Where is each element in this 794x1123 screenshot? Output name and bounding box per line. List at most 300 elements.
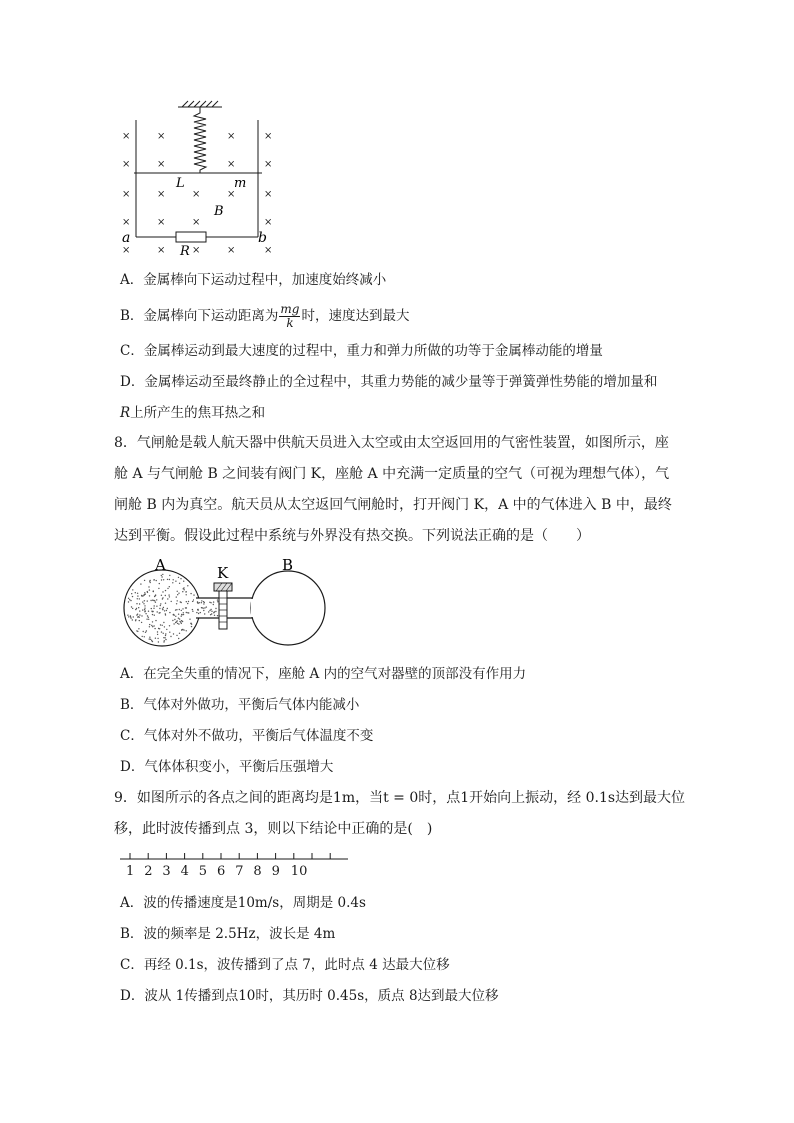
- gas-dot: [137, 593, 138, 594]
- field-x-mark: ×: [157, 131, 166, 142]
- gas-dot: [132, 608, 133, 609]
- gas-dot: [180, 578, 181, 579]
- field-x-mark: ×: [157, 217, 166, 228]
- q7-option-d-line1: D．金属棒运动至最终静止的全过程中，其重力势能的减少量等于弹簧弹性势能的增加量和: [120, 374, 658, 390]
- gas-dot: [171, 601, 172, 602]
- gas-dot: [178, 638, 179, 639]
- gas-dot: [144, 580, 145, 581]
- q8-option-a: A．在完全失重的情况下，座舱 A 内的空气对器壁的顶部没有作用力: [120, 666, 527, 682]
- label-R: R: [180, 244, 190, 259]
- spring: [194, 107, 206, 173]
- axis-ticks: [130, 853, 330, 859]
- gas-dot: [173, 633, 174, 634]
- gas-dot: [157, 631, 158, 632]
- chamber-b: [251, 571, 325, 645]
- label-b: b: [258, 230, 267, 246]
- gas-dot: [153, 625, 154, 626]
- gas-dot: [181, 629, 182, 630]
- axis-label: 10: [290, 864, 308, 878]
- gas-dot: [192, 601, 193, 602]
- gas-dot: [160, 603, 161, 604]
- gas-dot: [155, 594, 156, 595]
- resistor: [176, 232, 206, 242]
- gas-dot: [156, 580, 157, 581]
- gas-dot: [132, 596, 133, 597]
- gas-dot: [154, 615, 155, 616]
- gas-dot: [152, 621, 153, 622]
- label-valve-k: K: [217, 564, 229, 582]
- gas-dot: [148, 619, 149, 620]
- gas-dot: [137, 631, 138, 632]
- gas-dot: [183, 588, 184, 589]
- axis-label: 7: [235, 864, 244, 878]
- q9-stem-line1: 9．如图所示的各点之间的距离均是1m，当t = 0时，点1开始向上振动，经 0.1s达到最大位: [114, 790, 686, 806]
- gas-dot: [144, 636, 145, 637]
- gas-dot: [137, 598, 138, 599]
- gas-dot: [128, 598, 129, 599]
- gas-dot: [163, 641, 164, 642]
- gas-dot: [166, 629, 167, 630]
- gas-dot: [143, 603, 144, 604]
- gas-dot: [147, 600, 148, 601]
- field-x-mark: ×: [227, 189, 236, 200]
- gas-dot: [173, 614, 174, 615]
- gas-dot: [153, 579, 154, 580]
- variable-R: R: [120, 405, 131, 421]
- gas-dot: [178, 623, 179, 624]
- gas-dot: [137, 595, 138, 596]
- q8-stem-line2: 舱 A 与气闸舱 B 之间装有阀门 K，座舱 A 中充满一定质量的空气（可视为理想气体），气: [114, 466, 670, 482]
- gas-dot: [192, 609, 193, 610]
- gas-dot: [182, 591, 183, 592]
- gas-dot: [131, 593, 132, 594]
- gas-dot: [144, 600, 145, 601]
- gas-dot: [137, 614, 138, 615]
- gas-dot: [193, 594, 194, 595]
- gas-dot: [141, 615, 142, 616]
- gas-dot: [181, 616, 182, 617]
- gas-dot: [162, 625, 163, 626]
- gas-dot: [148, 611, 149, 612]
- gas-dot: [186, 594, 187, 595]
- field-x-mark: ×: [192, 217, 201, 228]
- gas-dot: [190, 593, 191, 594]
- gas-dot: [139, 620, 140, 621]
- gas-dot: [147, 591, 148, 592]
- gas-dot: [161, 575, 162, 576]
- gas-dot: [179, 618, 180, 619]
- gas-dot: [178, 577, 179, 578]
- gas-dot: [158, 628, 159, 629]
- gas-dot: [153, 608, 154, 609]
- gas-dot: [161, 595, 162, 596]
- axis-label: 8: [253, 864, 262, 878]
- gas-dot: [160, 605, 161, 606]
- gas-dot: [169, 579, 170, 580]
- field-x-mark: ×: [192, 245, 201, 256]
- gas-dot: [169, 575, 170, 576]
- gas-dot: [157, 611, 158, 612]
- gas-dot: [180, 601, 181, 602]
- gas-dot: [181, 614, 182, 615]
- gas-dot: [170, 636, 171, 637]
- gas-dot: [130, 615, 131, 616]
- gas-dot: [153, 600, 154, 601]
- q7-option-b-after: 时，速度达到最大: [301, 308, 410, 324]
- gas-dot: [203, 608, 204, 609]
- gas-dot: [155, 638, 156, 639]
- gas-dot: [150, 600, 151, 601]
- gas-dot: [152, 611, 153, 612]
- q8-option-d: D．气体体积变小，平衡后压强增大: [120, 759, 334, 775]
- wave-points-figure: [116, 848, 356, 878]
- q9-option-a: A．波的传播速度是10m/s，周期是 0.4s: [120, 895, 366, 911]
- gas-dot: [159, 583, 160, 584]
- gas-dot: [177, 591, 178, 592]
- label-m: m: [234, 176, 247, 191]
- fraction-mg-over-k: [279, 303, 300, 330]
- axis-label: 5: [198, 864, 208, 878]
- gas-dot: [155, 602, 156, 603]
- field-x-mark: ×: [264, 131, 273, 142]
- gas-dot: [164, 626, 165, 627]
- gas-dot: [162, 591, 163, 592]
- gas-dot: [165, 635, 166, 636]
- gas-dot: [163, 633, 164, 634]
- gas-dot: [178, 593, 179, 594]
- gas-dot: [163, 607, 164, 608]
- gas-dot: [150, 582, 151, 583]
- airlock-figure: [118, 556, 333, 656]
- gas-dot: [213, 604, 214, 605]
- gas-dot: [149, 637, 150, 638]
- gas-dot: [135, 592, 136, 593]
- axis-labels: [126, 864, 307, 878]
- gas-dot: [137, 616, 138, 617]
- gas-dot: [130, 600, 131, 601]
- field-x-mark: ×: [157, 189, 166, 200]
- gas-dot: [165, 603, 166, 604]
- gas-dot: [183, 612, 184, 613]
- gas-dot: [143, 631, 144, 632]
- gas-dot: [133, 616, 134, 617]
- gas-dot: [213, 601, 214, 602]
- q9-stem-line2: 移，此时波传播到点 3，则以下结论中正确的是( ): [114, 821, 433, 837]
- gas-dot: [186, 591, 187, 592]
- gas-dot: [148, 617, 149, 618]
- gas-dot: [139, 598, 140, 599]
- gas-dot: [165, 637, 166, 638]
- q7-option-b: [120, 302, 409, 330]
- gas-dot: [204, 613, 205, 614]
- gas-dot: [217, 615, 218, 616]
- gas-dot: [142, 636, 143, 637]
- gas-dot: [156, 599, 157, 600]
- field-x-mark: ×: [264, 159, 273, 170]
- gas-dot: [163, 637, 164, 638]
- gas-dot: [200, 612, 201, 613]
- gas-dot: [196, 612, 197, 613]
- gas-dot: [154, 628, 155, 629]
- field-x-mark: ×: [157, 245, 166, 256]
- gas-dot: [128, 616, 129, 617]
- gas-dot: [176, 635, 177, 636]
- chamber-a: [124, 570, 200, 646]
- gas-dot: [144, 605, 145, 606]
- fraction-numerator: mg: [280, 302, 300, 316]
- gas-dot: [169, 632, 170, 633]
- gas-dot: [161, 579, 162, 580]
- gas-dot: [198, 613, 199, 614]
- field-x-mark: ×: [122, 159, 131, 170]
- field-x-mark: ×: [227, 131, 236, 142]
- gas-dot: [188, 601, 189, 602]
- gas-dot: [214, 615, 215, 616]
- axis-label: 2: [144, 864, 153, 878]
- gas-dot: [169, 586, 170, 587]
- gas-dot: [182, 608, 183, 609]
- q7-option-d-line2-rest: 上所产生的焦耳热之和: [130, 405, 266, 421]
- q8-stem-line3: 闸舱 B 内为真空。航天员从太空返回气闸舱时，打开阀门 K，A 中的气体进入 B 中，最终: [114, 497, 672, 513]
- gas-dot: [177, 620, 178, 621]
- gas-dot: [203, 601, 204, 602]
- gas-dot: [152, 614, 153, 615]
- q7-option-b-before: B．金属棒向下运动距离为: [120, 308, 279, 324]
- gas-dot: [132, 589, 133, 590]
- q9-option-c: C．再经 0.1s，波传播到了点 7，此时点 4 达最大位移: [120, 957, 450, 973]
- gas-dot: [215, 608, 216, 609]
- gas-dot: [139, 603, 140, 604]
- gas-dot: [128, 601, 129, 602]
- gas-dot: [211, 611, 212, 612]
- field-x-mark: ×: [264, 245, 273, 256]
- gas-dot: [153, 590, 154, 591]
- label-a: a: [122, 230, 131, 246]
- gas-dot: [158, 641, 159, 642]
- gas-dot: [192, 611, 193, 612]
- gas-dot: [139, 610, 140, 611]
- gas-dot: [142, 609, 143, 610]
- gas-dot: [149, 581, 150, 582]
- gas-dot: [154, 605, 155, 606]
- gas-dot: [147, 615, 148, 616]
- field-x-mark: ×: [122, 245, 131, 256]
- gas-dot: [164, 640, 165, 641]
- gas-dot: [140, 583, 141, 584]
- gas-dot: [210, 614, 211, 615]
- gas-dot: [164, 610, 165, 611]
- gas-dot: [201, 600, 202, 601]
- gas-dot: [127, 615, 128, 616]
- gas-dot: [213, 612, 214, 613]
- axis-label: 3: [162, 864, 171, 878]
- gas-dot: [177, 594, 178, 595]
- axis-label: 4: [180, 864, 189, 878]
- gas-dot: [182, 621, 183, 622]
- field-x-mark: ×: [157, 159, 166, 170]
- gas-dot: [155, 620, 156, 621]
- gas-dot: [217, 599, 218, 600]
- gas-dot: [161, 576, 162, 577]
- gas-dot: [151, 608, 152, 609]
- gas-dot: [131, 606, 132, 607]
- gas-dot: [139, 614, 140, 615]
- gas-dot: [177, 600, 178, 601]
- gas-dot: [148, 586, 149, 587]
- gas-dot: [175, 609, 176, 610]
- gas-dot: [179, 633, 180, 634]
- gas-dot: [187, 603, 188, 604]
- pipe-joint-b: [251, 599, 261, 617]
- gas-dot: [209, 602, 210, 603]
- gas-dot: [173, 579, 174, 580]
- gas-dot: [189, 619, 190, 620]
- gas-dot: [173, 623, 174, 624]
- field-x-mark: ×: [122, 131, 131, 142]
- q7-option-d-line2: [120, 404, 265, 422]
- gas-dot: [165, 590, 166, 591]
- q8-option-b: B．气体对外做功，平衡后气体内能减小: [120, 697, 360, 713]
- gas-dot: [163, 579, 164, 580]
- gas-dot: [183, 581, 184, 582]
- gas-dot: [183, 629, 184, 630]
- gas-dot: [142, 601, 143, 602]
- gas-dot: [165, 613, 166, 614]
- gas-dot: [197, 601, 198, 602]
- field-x-mark: ×: [122, 189, 131, 200]
- ceiling-hatch: [178, 101, 222, 107]
- axis-label: 9: [271, 864, 280, 878]
- gas-dot: [161, 631, 162, 632]
- gas-dot: [197, 610, 198, 611]
- gas-dot: [144, 611, 145, 612]
- q9-option-d: D．波从 1传播到点10时，其历时 0.45s，质点 8达到最大位移: [120, 988, 499, 1004]
- gas-dot: [203, 610, 204, 611]
- gas-dot: [139, 617, 140, 618]
- gas-dot: [163, 622, 164, 623]
- field-x-mark: ×: [227, 245, 236, 256]
- label-chamber-a: A: [155, 556, 166, 574]
- gas-dot: [167, 608, 168, 609]
- gas-dot: [180, 622, 181, 623]
- gas-dot: [197, 603, 198, 604]
- field-x-mark: ×: [227, 159, 236, 170]
- gas-dot: [181, 623, 182, 624]
- q7-option-a: A．金属棒向下运动过程中，加速度始终减小: [120, 272, 387, 288]
- gas-dot: [157, 638, 158, 639]
- gas-dot: [184, 589, 185, 590]
- field-x-mark: ×: [264, 217, 273, 228]
- gas-dot: [162, 609, 163, 610]
- gas-dot: [179, 583, 180, 584]
- gas-dot: [176, 603, 177, 604]
- gas-dot: [169, 625, 170, 626]
- gas-dot: [187, 585, 188, 586]
- gas-dot: [183, 614, 184, 615]
- q8-stem-line4: 达到平衡。假设此过程中系统与外界没有热交换。下列说法正确的是（ ）: [114, 528, 590, 544]
- gas-dot: [166, 610, 167, 611]
- gas-dot: [176, 596, 177, 597]
- gas-dot: [174, 619, 175, 620]
- gas-dot: [130, 617, 131, 618]
- gas-dot: [186, 601, 187, 602]
- gas-dot: [167, 579, 168, 580]
- gas-dot: [138, 628, 139, 629]
- gas-dot: [135, 620, 136, 621]
- gas-dot: [172, 582, 173, 583]
- gas-dot: [129, 599, 130, 600]
- gas-dot: [144, 608, 145, 609]
- gas-dot: [190, 623, 191, 624]
- q9-option-b: B．波的频率是 2.5Hz，波长是 4m: [120, 926, 336, 942]
- gas-dot: [152, 641, 153, 642]
- q8-stem-line1: 8．气闸舱是载人航天器中供航天员进入太空或由太空返回用的气密性装置，如图所示，座: [114, 435, 669, 451]
- field-x-mark: ×: [122, 217, 131, 228]
- gas-dot: [149, 626, 150, 627]
- gas-dot: [132, 619, 133, 620]
- gas-dot: [175, 616, 176, 617]
- gas-dot: [169, 596, 170, 597]
- gas-dot: [157, 634, 158, 635]
- gas-dot: [165, 639, 166, 640]
- gas-dot: [209, 610, 210, 611]
- gas-dot: [217, 601, 218, 602]
- gas-dot: [210, 609, 211, 610]
- gas-dot: [145, 632, 146, 633]
- gas-dot: [203, 603, 204, 604]
- gas-dot: [165, 633, 166, 634]
- axis-label: 6: [217, 864, 226, 878]
- gas-dot: [152, 600, 153, 601]
- gas-dot: [158, 588, 159, 589]
- gas-dot: [162, 597, 163, 598]
- gas-dot: [151, 625, 152, 626]
- gas-dot: [144, 592, 145, 593]
- gas-dot: [167, 588, 168, 589]
- gas-dot: [168, 594, 169, 595]
- gas-dot: [175, 581, 176, 582]
- gas-dot: [191, 626, 192, 627]
- gas-dot: [145, 613, 146, 614]
- gas-dot: [149, 624, 150, 625]
- gas-dot: [154, 596, 155, 597]
- gas-dot: [141, 595, 142, 596]
- gas-dot: [149, 589, 150, 590]
- gas-dot: [178, 618, 179, 619]
- gas-dot: [177, 623, 178, 624]
- field-x-mark: ×: [192, 189, 201, 200]
- gas-dot: [144, 609, 145, 610]
- gas-dot: [172, 620, 173, 621]
- label-L: L: [176, 176, 185, 191]
- gas-dot: [186, 612, 187, 613]
- gas-dot: [141, 622, 142, 623]
- label-chamber-b: B: [282, 556, 294, 574]
- gas-dot: [178, 614, 179, 615]
- gas-dot: [187, 612, 188, 613]
- gas-dot: [179, 609, 180, 610]
- gas-dot: [201, 607, 202, 608]
- gas-dot: [143, 595, 144, 596]
- gas-dot: [145, 594, 146, 595]
- gas-dot: [136, 603, 137, 604]
- gas-dot: [176, 609, 177, 610]
- gas-dot: [160, 624, 161, 625]
- gas-dot: [204, 607, 205, 608]
- q7-option-c: C．金属棒运动到最大速度的过程中，重力和弹力所做的功等于金属棒动能的增量: [120, 343, 603, 359]
- gas-dot: [208, 611, 209, 612]
- gas-dot: [185, 607, 186, 608]
